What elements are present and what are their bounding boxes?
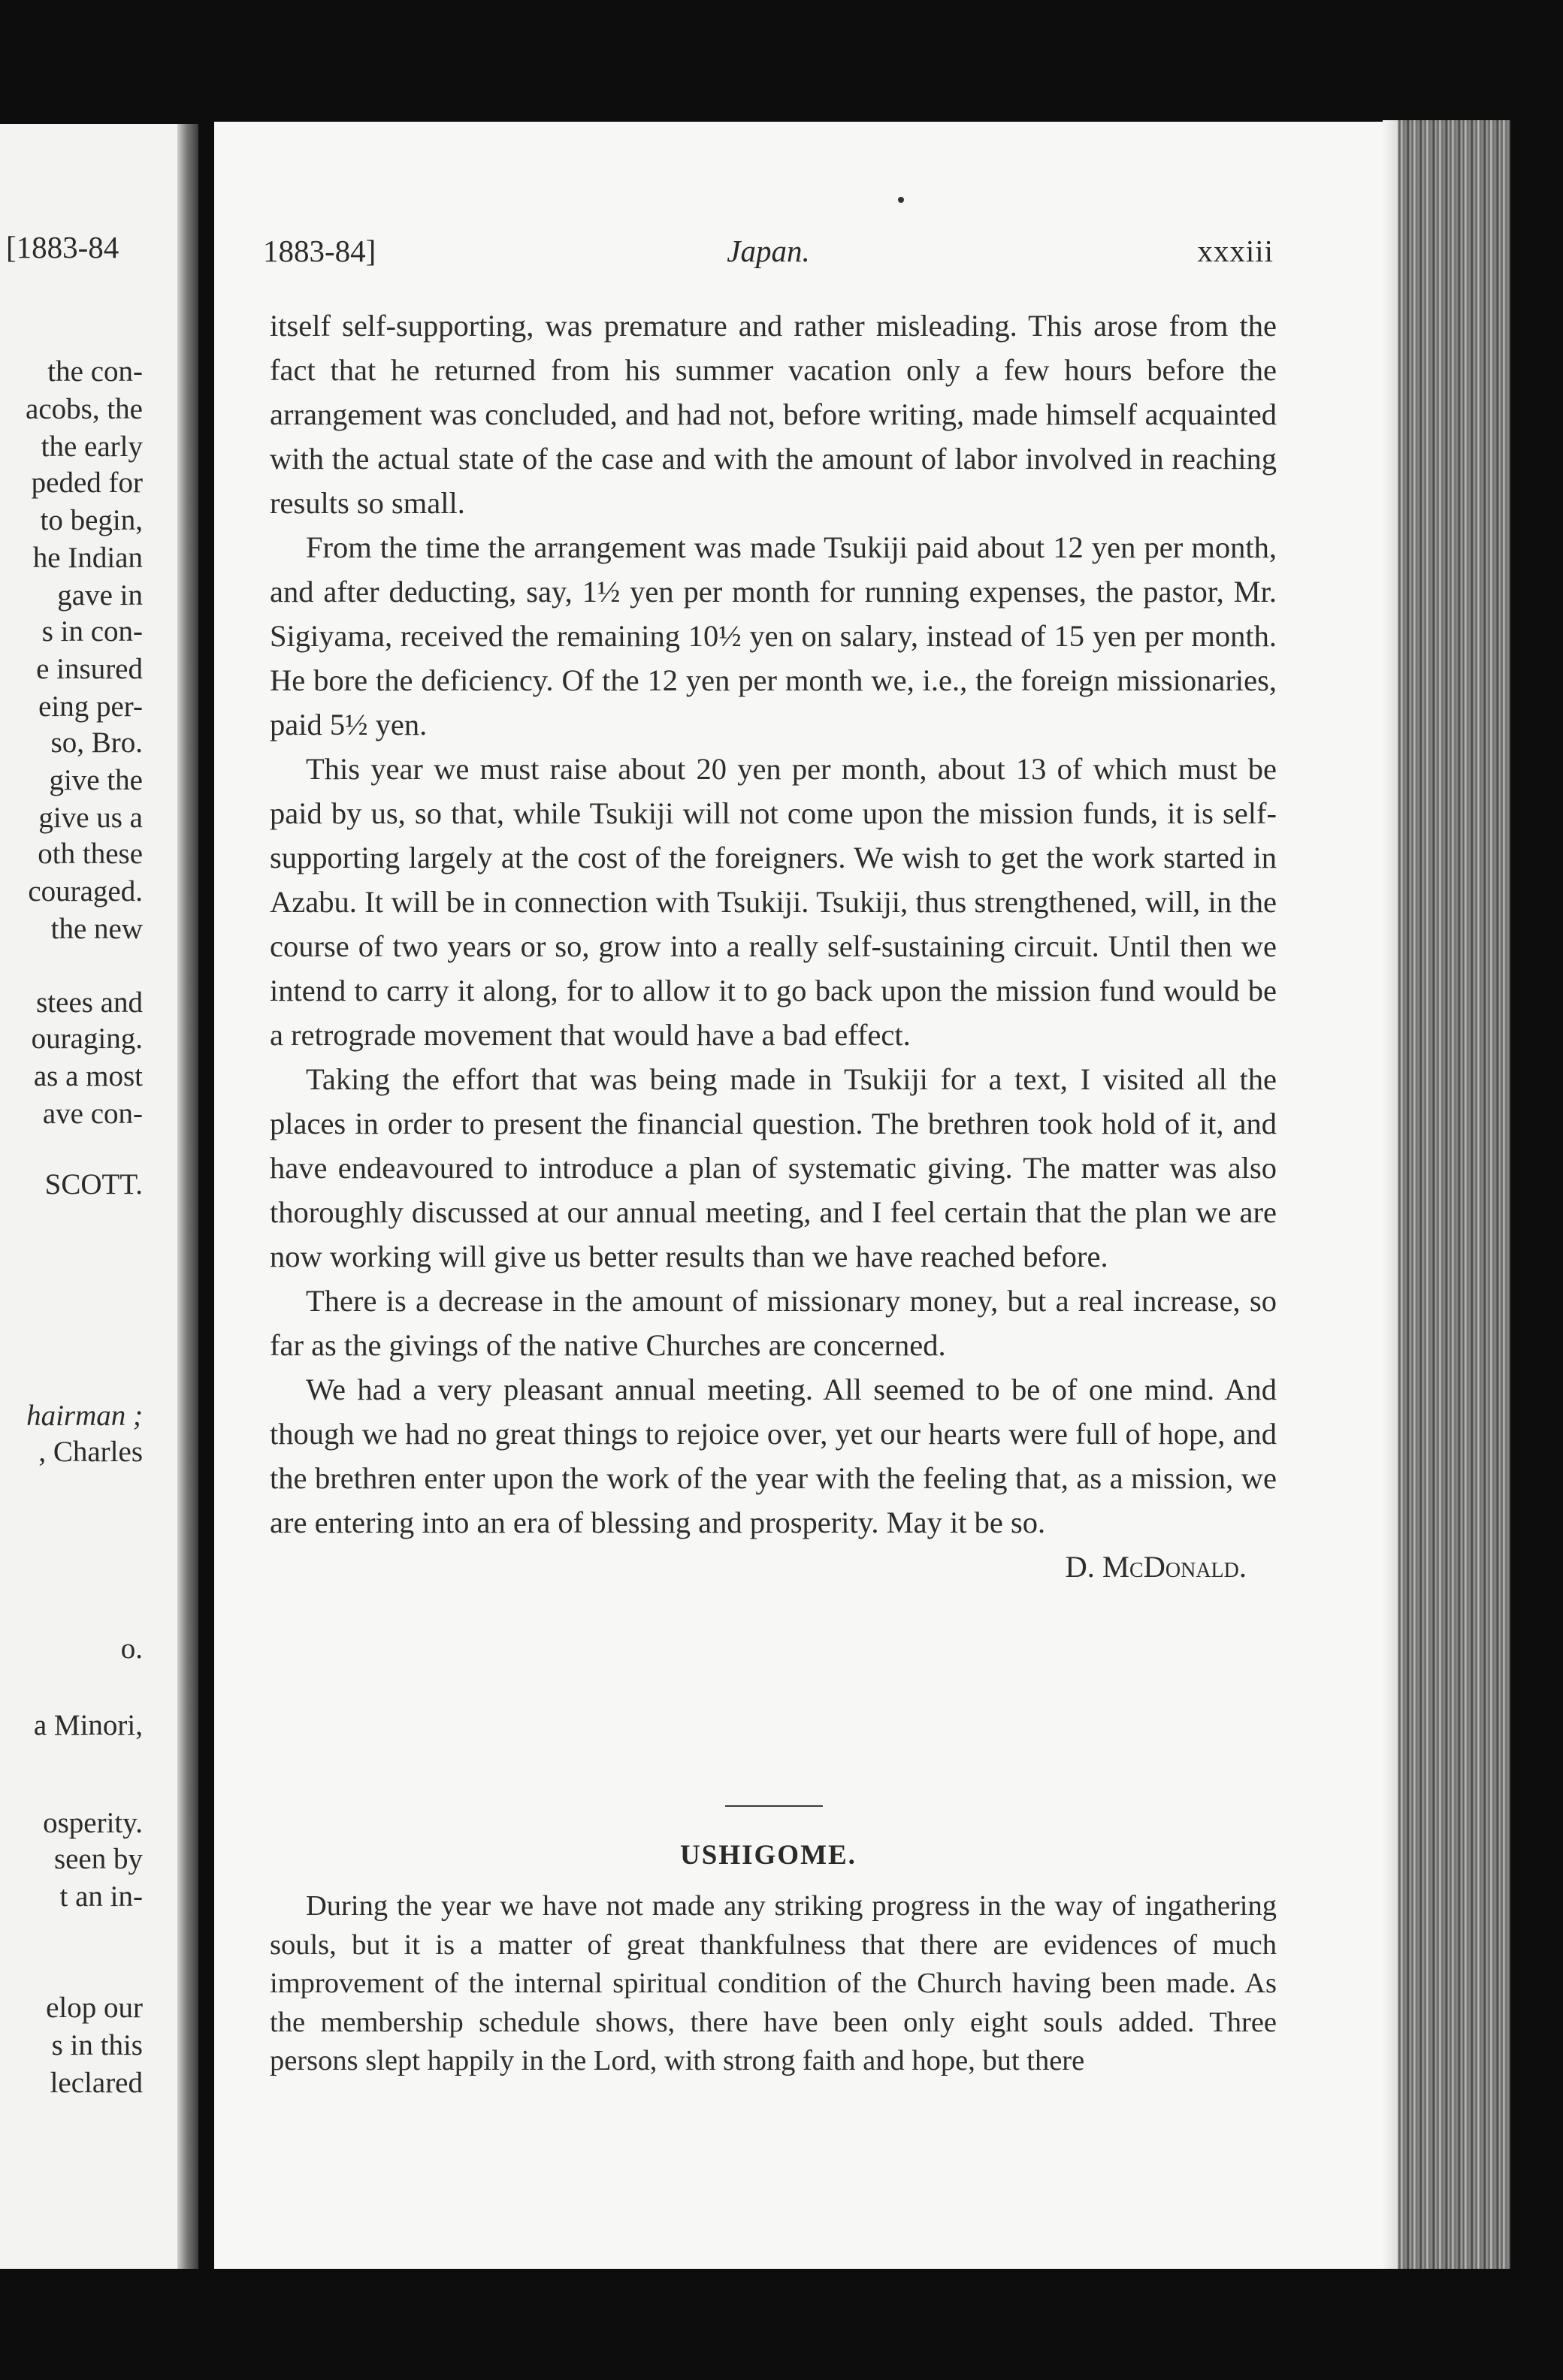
left-page-line: the new — [50, 913, 143, 945]
left-page-line: give the — [49, 764, 143, 796]
left-page-line: to begin, — [40, 504, 143, 536]
section-heading: USHIGOME. — [680, 1840, 857, 1871]
ink-speck — [898, 197, 904, 203]
left-page-line: stees and — [36, 986, 143, 1019]
left-page-line: s in this — [51, 2029, 143, 2061]
left-page-line: the early — [41, 430, 143, 463]
left-page-header: [1883-84 — [6, 230, 119, 264]
section-divider — [725, 1805, 823, 1807]
running-head — [263, 233, 1274, 278]
left-page-line: SCOTT. — [44, 1168, 143, 1201]
page-title: Japan. — [727, 234, 810, 268]
left-page-line: so, Bro. — [50, 726, 143, 759]
left-page-line: seen by — [53, 1843, 143, 1875]
paragraph: During the year we have not made any striking progress in the way of ingathering souls, but it is a matter of great thankfulness that there are evidences of much improvement of the internal spiritual condition of the Church having been made. As the membership schedule shows, there have been only eight souls added. Three persons slept happily in the Lord, with strong faith and hope, but there — [270, 1890, 1277, 2076]
page-number: xxxiii — [1197, 234, 1274, 268]
left-page-line: elop our — [46, 1992, 143, 2024]
left-page-line: couraged. — [28, 875, 143, 908]
left-page-line: peded for — [31, 467, 143, 499]
left-page-line: the con- — [47, 355, 143, 388]
left-page-line: ave con- — [42, 1098, 143, 1130]
left-page-line: as a most — [33, 1060, 143, 1092]
paragraph: There is a decrease in the amount of missionary money, but a real increase, so far as the givings of the native Churches are concerned. — [270, 1284, 1277, 1362]
left-page-line: o. — [120, 1632, 143, 1665]
paragraph-with-signature — [270, 1367, 1277, 1584]
left-page-line: give us a — [38, 802, 143, 834]
left-page-line: eing per- — [38, 690, 143, 723]
book-page-edges — [1398, 120, 1510, 2269]
paragraph: itself self-supporting, was premature and rather misleading. This arose from the fact that he returned from his summer vacation only a few hours before the arrangement was concluded, and had not, before writing, made himself acquainted with the actual state of the case and with the amount of labor involved in reaching results so small. — [270, 309, 1277, 520]
paragraph: This year we must raise about 20 yen per month, about 13 of which must be paid by us, so that, while Tsukiji will not come upon the mission funds, it is self-supporting largely at the cost of the foreigners. We wish to get the work started in Azabu. It will be in connection with Tsukiji. Tsukiji, thus strengthened, will, in the course of two years or so, grow into a really self-sustaining circuit. Until then we intend to carry it along, for to allow it to go back upon the mission fund would be a retrograde movement that would have a bad effect. — [270, 752, 1277, 1052]
signature: D. McDonald. — [1065, 1550, 1247, 1584]
left-page-line: leclared — [50, 2067, 143, 2099]
section-text — [270, 1887, 1277, 2081]
paragraph: From the time the arrangement was made Tsukiji paid about 12 yen per month, and after deducting, say, 1½ yen per month for running expenses, the pastor, Mr. Sigiyama, received the remaining 10½ yen on salary, instead of 15 yen per month. He bore the deficiency. Of the 12 yen per month we, i.e., the foreign missionaries, paid 5½ yen. — [270, 530, 1277, 741]
left-page-line: s in con- — [41, 615, 143, 648]
left-page-line: t an in- — [59, 1880, 143, 1913]
left-page-line: acobs, the — [26, 393, 143, 425]
left-page-line: he Indian — [32, 542, 143, 574]
left-page-line: oth these — [38, 838, 143, 870]
page-year-range: 1883-84] — [263, 234, 376, 268]
body-text — [270, 304, 1277, 1589]
left-page-line: e insured — [36, 653, 143, 685]
book-gutter — [177, 124, 198, 2269]
paragraph: We had a very pleasant annual meeting. All seemed to be of one mind. And though we had no great things to rejoice over, yet our hearts were full of hope, and the brethren enter upon the work of the year with the feeling that, as a mission, we are entering into an era of blessing and prosperity. May it be so. — [270, 1373, 1277, 1539]
left-page-line: ouraging. — [31, 1022, 143, 1055]
left-page-line: , Charles — [38, 1436, 143, 1468]
left-page-line: gave in — [57, 579, 143, 612]
left-page-line: hairman ; — [26, 1400, 143, 1432]
left-page-line: a Minori, — [33, 1709, 143, 1741]
paragraph: Taking the effort that was being made in Tsukiji for a text, I visited all the places in order to present the financial question. The brethren took hold of it, and have endeavoured to introduce a plan of systematic giving. The matter was also thoroughly discussed at our annual meeting, and I feel certain that the plan we are now working will give us better results than we have reached before. — [270, 1062, 1277, 1273]
left-page-line: osperity. — [43, 1807, 143, 1839]
